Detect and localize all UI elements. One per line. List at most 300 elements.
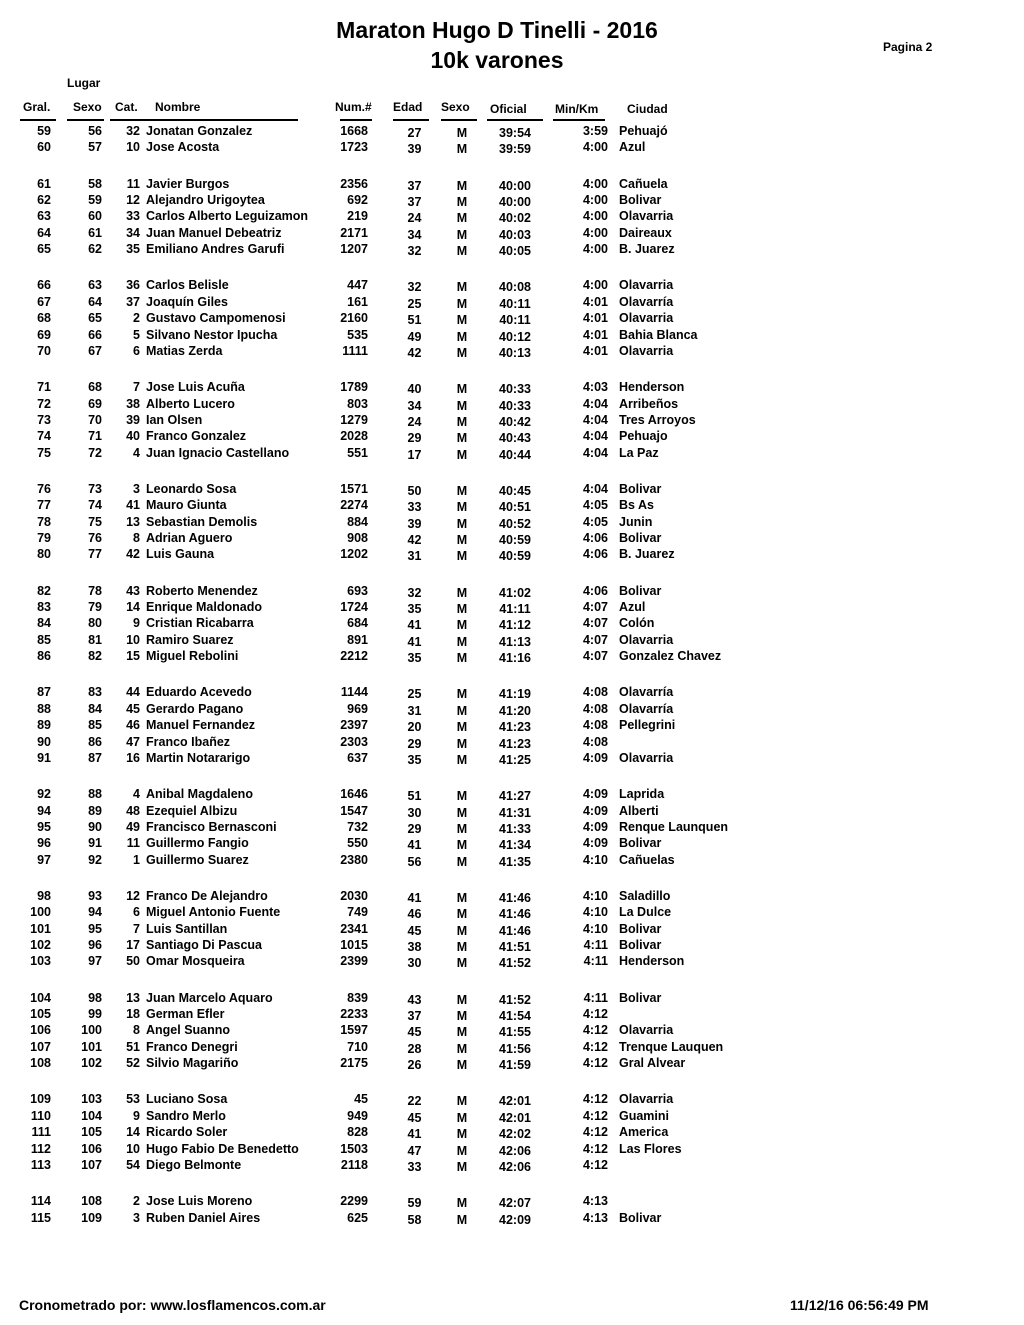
sex: M <box>456 296 468 311</box>
age: 42 <box>407 533 422 547</box>
sex: M <box>456 1058 468 1073</box>
official-time: 40:08 <box>499 280 531 295</box>
city: Guamini <box>619 1108 670 1123</box>
official-time: 40:44 <box>499 447 531 462</box>
runner-name: Sandro Merlo <box>146 1108 226 1123</box>
pace: 4:00 <box>582 209 608 224</box>
place-category: 6 <box>133 905 140 920</box>
place-overall: 86 <box>37 649 51 664</box>
bib-number: 2233 <box>340 1007 368 1022</box>
sex: M <box>456 805 468 820</box>
runner-name: Jose Acosta <box>146 140 220 155</box>
pace: 4:07 <box>582 649 608 664</box>
table-row <box>0 1109 1024 1125</box>
age: 29 <box>407 736 422 751</box>
pace: 3:59 <box>582 124 608 138</box>
pace: 4:06 <box>582 531 608 545</box>
city: Pehuajó <box>619 124 668 138</box>
pace: 4:00 <box>582 242 608 257</box>
sex: M <box>456 940 468 954</box>
runner-name: Luciano Sosa <box>146 1092 228 1107</box>
pace: 4:00 <box>582 176 608 191</box>
bib-number: 1646 <box>340 787 368 802</box>
sex: M <box>456 992 468 1007</box>
city: America <box>619 1125 669 1140</box>
pace: 4:03 <box>582 380 608 395</box>
age: 32 <box>407 244 422 259</box>
city: Cañuela <box>619 176 668 191</box>
official-time: 41:33 <box>499 821 531 836</box>
place-overall: 107 <box>30 1039 51 1054</box>
place-category: 17 <box>126 938 140 952</box>
place-sex: 93 <box>88 888 102 903</box>
bib-number: 828 <box>347 1125 368 1140</box>
place-overall: 87 <box>37 685 51 700</box>
table-row <box>0 498 1024 514</box>
bib-number: 1597 <box>340 1023 368 1038</box>
runner-name: Roberto Menendez <box>146 583 258 598</box>
runner-name: Miguel Antonio Fuente <box>146 905 281 920</box>
pace: 4:09 <box>582 787 608 802</box>
place-category: 12 <box>126 193 140 208</box>
age: 38 <box>407 940 422 954</box>
sex: M <box>456 736 468 751</box>
place-category: 54 <box>126 1157 140 1172</box>
place-category: 38 <box>126 396 140 411</box>
place-category: 11 <box>126 176 140 191</box>
place-overall: 101 <box>30 921 51 936</box>
table-row <box>0 413 1024 429</box>
place-overall: 63 <box>37 209 51 224</box>
place-overall: 72 <box>37 396 51 411</box>
table-row <box>0 718 1024 734</box>
official-time: 41:46 <box>499 907 531 922</box>
bib-number: 551 <box>347 445 368 460</box>
official-time: 41:31 <box>499 805 531 820</box>
age: 49 <box>407 329 422 344</box>
table-row <box>0 328 1024 344</box>
place-overall: 70 <box>37 343 51 358</box>
place-category: 13 <box>126 514 140 529</box>
bib-number: 839 <box>347 990 368 1005</box>
age: 45 <box>407 923 422 938</box>
age: 37 <box>407 178 422 193</box>
sex: M <box>456 703 468 718</box>
place-sex: 97 <box>88 954 102 969</box>
pace: 4:10 <box>582 888 608 903</box>
pace: 4:00 <box>582 225 608 240</box>
table-row <box>0 1092 1024 1108</box>
city: Pehuajo <box>619 429 668 444</box>
place-category: 18 <box>126 1007 140 1022</box>
sex: M <box>456 1094 468 1109</box>
sex: M <box>456 431 468 446</box>
place-category: 36 <box>126 278 140 293</box>
official-time: 42:06 <box>499 1159 531 1174</box>
place-sex: 82 <box>88 649 102 664</box>
official-time: 41:11 <box>499 602 531 617</box>
place-sex: 74 <box>88 498 102 513</box>
place-sex: 108 <box>81 1194 102 1209</box>
bib-number: 692 <box>347 193 368 208</box>
runner-name: Joaquín Giles <box>146 294 228 309</box>
age: 47 <box>407 1143 422 1158</box>
place-sex: 81 <box>88 632 102 647</box>
official-time: 42:06 <box>499 1143 531 1158</box>
sex: M <box>456 382 468 397</box>
pace: 4:12 <box>582 1007 608 1022</box>
place-category: 33 <box>126 209 140 224</box>
table-row <box>0 751 1024 767</box>
place-category: 14 <box>126 1125 140 1140</box>
age: 31 <box>407 549 422 564</box>
age: 37 <box>407 1009 422 1024</box>
age: 37 <box>407 195 422 210</box>
city: Bolivar <box>619 1210 662 1225</box>
table-row <box>0 531 1024 547</box>
place-sex: 57 <box>88 140 102 155</box>
place-category: 35 <box>126 242 140 257</box>
place-category: 10 <box>126 632 140 647</box>
col-header-edad: Edad <box>393 100 423 114</box>
place-overall: 105 <box>30 1007 51 1022</box>
runner-name: Gerardo Pagano <box>146 701 244 716</box>
sex: M <box>456 789 468 804</box>
official-time: 40:43 <box>499 431 531 446</box>
sex: M <box>456 1212 468 1227</box>
place-overall: 59 <box>37 124 51 138</box>
age: 51 <box>407 313 422 328</box>
city: Bolivar <box>619 583 662 598</box>
runner-name: Enrique Maldonado <box>146 600 262 615</box>
table-row <box>0 446 1024 462</box>
sex: M <box>456 1143 468 1158</box>
age: 25 <box>407 296 422 311</box>
pace: 4:07 <box>582 616 608 631</box>
place-category: 12 <box>126 888 140 903</box>
official-time: 41:27 <box>499 789 531 804</box>
age: 43 <box>407 992 422 1007</box>
pace: 4:06 <box>582 583 608 598</box>
runner-name: Gustavo Campomenosi <box>146 311 286 326</box>
sex: M <box>456 280 468 295</box>
place-sex: 72 <box>88 445 102 460</box>
table-row <box>0 1125 1024 1141</box>
official-time: 40:13 <box>499 345 531 360</box>
table-row <box>0 616 1024 632</box>
table-row <box>0 482 1024 498</box>
city: Olavarria <box>619 1023 674 1038</box>
official-time: 42:02 <box>499 1127 531 1142</box>
place-overall: 112 <box>30 1141 51 1156</box>
place-overall: 69 <box>37 327 51 342</box>
bib-number: 1202 <box>340 547 368 562</box>
pace: 4:00 <box>582 278 608 293</box>
bib-number: 732 <box>347 819 368 834</box>
place-category: 1 <box>133 852 140 867</box>
table-row <box>0 954 1024 970</box>
place-category: 10 <box>126 1141 140 1156</box>
place-sex: 99 <box>88 1007 102 1022</box>
table-row <box>0 140 1024 156</box>
city: Las Flores <box>619 1141 682 1156</box>
pace: 4:12 <box>582 1125 608 1140</box>
official-time: 40:11 <box>499 313 531 328</box>
place-category: 5 <box>133 327 140 342</box>
pace: 4:11 <box>583 954 608 969</box>
city: Henderson <box>619 380 685 395</box>
official-time: 41:59 <box>499 1058 531 1073</box>
place-sex: 107 <box>81 1157 102 1172</box>
table-row <box>0 1211 1024 1227</box>
age: 29 <box>407 821 422 836</box>
place-category: 8 <box>133 1023 140 1038</box>
runner-name: Anibal Magdaleno <box>146 787 253 802</box>
col-header-num: Num.# <box>335 100 372 114</box>
bib-number: 1111 <box>342 343 368 358</box>
place-overall: 88 <box>37 701 51 716</box>
table-row <box>0 278 1024 294</box>
city: Daireaux <box>619 225 672 240</box>
age: 28 <box>407 1041 422 1056</box>
place-overall: 108 <box>30 1056 51 1071</box>
table-row <box>0 991 1024 1007</box>
place-overall: 64 <box>37 225 51 240</box>
place-sex: 71 <box>88 429 102 444</box>
place-overall: 85 <box>37 632 51 647</box>
place-sex: 85 <box>88 718 102 733</box>
bib-number: 1279 <box>340 412 368 427</box>
place-sex: 106 <box>81 1141 102 1156</box>
runner-name: Ian Olsen <box>146 412 203 427</box>
pace: 4:09 <box>582 819 608 834</box>
city: Bs As <box>619 498 654 513</box>
bib-number: 2356 <box>340 176 368 191</box>
place-sex: 92 <box>88 852 102 867</box>
place-category: 51 <box>126 1039 140 1054</box>
place-sex: 91 <box>88 836 102 851</box>
official-time: 40:00 <box>499 178 531 193</box>
table-row <box>0 1194 1024 1210</box>
place-sex: 78 <box>88 583 102 598</box>
official-time: 41:34 <box>499 838 531 853</box>
place-category: 48 <box>126 803 140 818</box>
place-overall: 60 <box>37 140 51 155</box>
runner-name: Franco Gonzalez <box>146 429 247 444</box>
table-row <box>0 922 1024 938</box>
age: 24 <box>407 211 422 226</box>
pace: 4:07 <box>582 632 608 647</box>
place-category: 16 <box>126 750 140 765</box>
bib-number: 1503 <box>340 1141 368 1156</box>
place-overall: 65 <box>37 242 51 257</box>
age: 30 <box>407 956 422 971</box>
col-header-gral: Gral. <box>23 100 51 114</box>
pace: 4:08 <box>582 701 608 716</box>
pace: 4:05 <box>582 498 608 513</box>
place-sex: 70 <box>88 412 102 427</box>
place-category: 50 <box>126 954 140 969</box>
sex: M <box>456 651 468 666</box>
bib-number: 2028 <box>340 429 368 444</box>
place-overall: 109 <box>30 1092 51 1107</box>
sex: M <box>456 1110 468 1125</box>
place-sex: 68 <box>88 380 102 395</box>
sex: M <box>456 227 468 242</box>
runner-name: Ezequiel Albizu <box>146 803 238 818</box>
official-time: 40:33 <box>499 382 531 397</box>
runner-name: Sebastian Demolis <box>146 514 258 529</box>
bib-number: 1723 <box>340 140 368 155</box>
col-header-oficial: Oficial <box>490 102 527 116</box>
bib-number: 2399 <box>340 954 368 969</box>
age: 41 <box>407 618 422 633</box>
table-row <box>0 889 1024 905</box>
pace: 4:08 <box>582 685 608 700</box>
sex: M <box>456 516 468 531</box>
sex: M <box>456 313 468 328</box>
bib-number: 219 <box>347 209 368 224</box>
pace: 4:04 <box>582 429 608 444</box>
table-row <box>0 1040 1024 1056</box>
runner-name: Juan Manuel Debeatriz <box>146 225 282 240</box>
runner-name: German Efler <box>146 1007 225 1022</box>
place-overall: 94 <box>37 803 51 818</box>
sex: M <box>456 618 468 633</box>
table-row <box>0 787 1024 803</box>
bib-number: 749 <box>347 905 368 920</box>
place-overall: 82 <box>37 583 51 598</box>
table-row <box>0 226 1024 242</box>
place-sex: 100 <box>81 1023 102 1038</box>
runner-name: Ruben Daniel Aires <box>146 1210 261 1225</box>
official-time: 40:02 <box>499 211 531 226</box>
place-overall: 62 <box>37 193 51 208</box>
bib-number: 1724 <box>340 600 368 615</box>
official-time: 41:23 <box>499 736 531 751</box>
age: 22 <box>407 1094 422 1109</box>
place-sex: 87 <box>88 750 102 765</box>
official-time: 39:54 <box>499 126 531 140</box>
bib-number: 1207 <box>340 242 368 257</box>
runner-name: Guillermo Fangio <box>146 836 249 851</box>
age: 35 <box>407 602 422 617</box>
pace: 4:09 <box>582 803 608 818</box>
city: Olavarria <box>619 632 674 647</box>
table-row <box>0 177 1024 193</box>
age: 41 <box>407 634 422 649</box>
sex: M <box>456 1196 468 1211</box>
table-row <box>0 905 1024 921</box>
place-sex: 83 <box>88 685 102 700</box>
place-category: 9 <box>133 1108 140 1123</box>
place-category: 8 <box>133 531 140 545</box>
official-time: 41:16 <box>499 651 531 666</box>
bib-number: 45 <box>354 1092 368 1107</box>
table-row <box>0 380 1024 396</box>
pace: 4:00 <box>582 193 608 208</box>
city: Cañuelas <box>619 852 675 867</box>
place-overall: 98 <box>37 888 51 903</box>
bib-number: 2171 <box>340 225 368 240</box>
pace: 4:11 <box>583 990 608 1005</box>
city: Bolivar <box>619 836 662 851</box>
place-sex: 88 <box>88 787 102 802</box>
runner-name: Miguel Rebolini <box>146 649 239 664</box>
runner-name: Santiago Di Pascua <box>146 938 263 952</box>
bib-number: 2212 <box>340 649 368 664</box>
sex: M <box>456 500 468 515</box>
table-row <box>0 938 1024 954</box>
age: 31 <box>407 703 422 718</box>
runner-name: Luis Gauna <box>146 547 215 562</box>
table-row <box>0 1023 1024 1039</box>
age: 32 <box>407 585 422 600</box>
place-overall: 66 <box>37 278 51 293</box>
runner-name: Javier Burgos <box>146 176 230 191</box>
official-time: 41:52 <box>499 956 531 971</box>
place-category: 39 <box>126 412 140 427</box>
pace: 4:01 <box>582 327 608 342</box>
place-category: 2 <box>133 311 140 326</box>
runner-name: Carlos Belisle <box>146 278 229 293</box>
table-row <box>0 209 1024 225</box>
place-overall: 67 <box>37 294 51 309</box>
city: Henderson <box>619 954 685 969</box>
age: 41 <box>407 838 422 853</box>
place-category: 9 <box>133 616 140 631</box>
place-category: 46 <box>126 718 140 733</box>
age: 58 <box>407 1212 422 1227</box>
runner-name: Mauro Giunta <box>146 498 227 513</box>
place-sex: 58 <box>88 176 102 191</box>
city: Bolivar <box>619 481 662 496</box>
official-time: 41:46 <box>499 923 531 938</box>
runner-name: Guillermo Suarez <box>146 852 249 867</box>
age: 17 <box>407 447 422 462</box>
runner-name: Alberto Lucero <box>146 396 235 411</box>
place-sex: 89 <box>88 803 102 818</box>
city: Trenque Lauquen <box>619 1039 724 1054</box>
age: 51 <box>407 789 422 804</box>
place-category: 11 <box>126 836 140 851</box>
bib-number: 2341 <box>340 921 368 936</box>
age: 46 <box>407 907 422 922</box>
bib-number: 693 <box>347 583 368 598</box>
place-sex: 56 <box>88 124 102 138</box>
official-time: 41:51 <box>499 940 531 954</box>
city: B. Juarez <box>619 242 675 257</box>
sex: M <box>456 178 468 193</box>
pace: 4:12 <box>582 1039 608 1054</box>
pace: 4:13 <box>582 1210 608 1225</box>
city: Olavarria <box>619 278 674 293</box>
official-time: 40:03 <box>499 227 531 242</box>
bib-number: 1144 <box>340 685 368 700</box>
place-sex: 62 <box>88 242 102 257</box>
col-header-sexo-2: Sexo <box>441 100 470 114</box>
place-sex: 86 <box>88 734 102 749</box>
official-time: 40:45 <box>499 483 531 498</box>
place-sex: 103 <box>81 1092 102 1107</box>
place-overall: 76 <box>37 481 51 496</box>
sex: M <box>456 483 468 498</box>
place-sex: 98 <box>88 990 102 1005</box>
bib-number: 2175 <box>340 1056 368 1071</box>
official-time: 42:07 <box>499 1196 531 1211</box>
runner-name: Luis Santillan <box>146 921 228 936</box>
table-row <box>0 515 1024 531</box>
